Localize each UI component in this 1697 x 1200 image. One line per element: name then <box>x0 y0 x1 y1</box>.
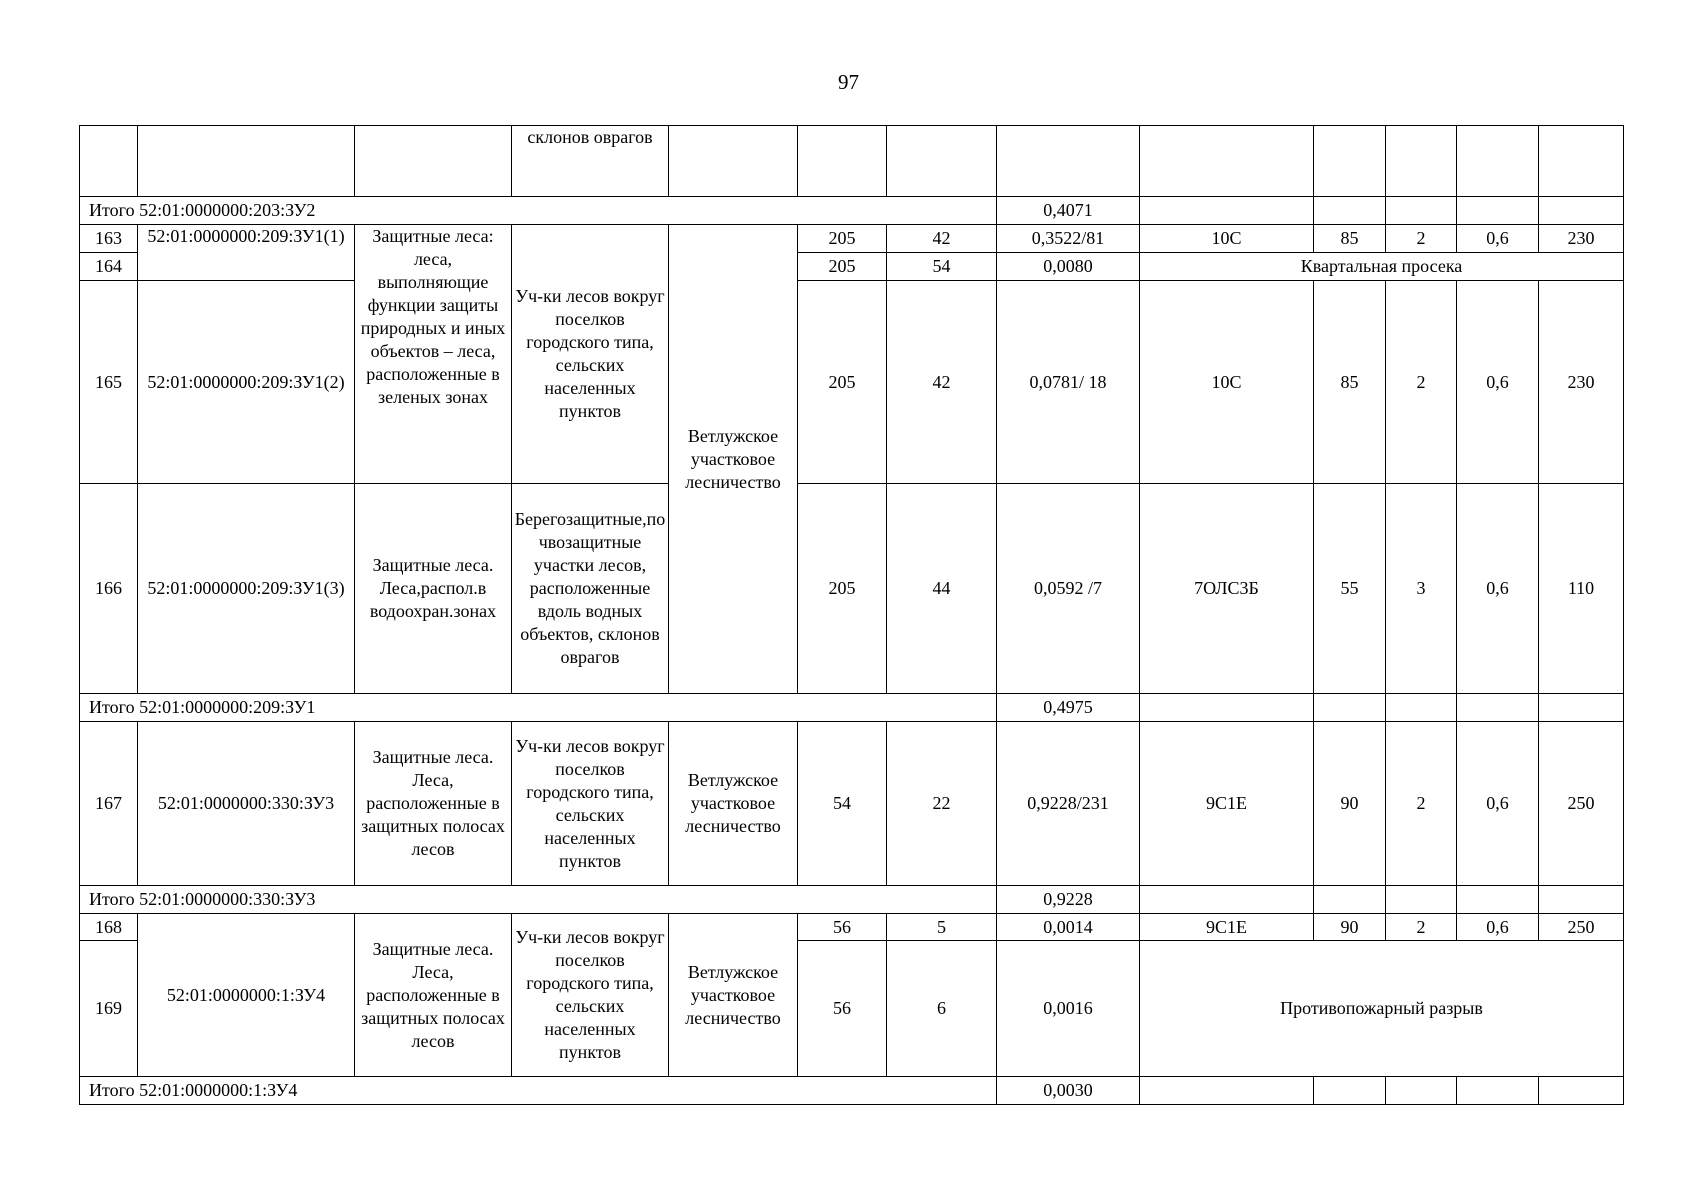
bonitet: 2 <box>1386 225 1457 253</box>
category-cell: Защитные леса. Леса, расположенные в защитных полосах лесов <box>355 914 512 1077</box>
stock: 110 <box>1539 484 1624 694</box>
quarter: 205 <box>798 253 887 281</box>
table-row <box>80 722 1624 886</box>
total-row <box>80 1077 1624 1105</box>
cadastral-number: 52:01:0000000:209:ЗУ1(3) <box>138 484 355 694</box>
age: 85 <box>1314 225 1386 253</box>
subcategory-cell: Берегозащитные,почвозащитные участки лесов, расположенные вдоль водных объектов, склонов оврагов <box>512 484 669 694</box>
subcategory-cell: склонов оврагов <box>512 126 669 197</box>
area: 0,0592 /7 <box>997 484 1140 694</box>
density: 0,6 <box>1457 484 1539 694</box>
forestry-cell: Ветлужское участковое лесничество <box>669 722 798 886</box>
table-row <box>80 914 1624 941</box>
composition: 9С1Е <box>1140 914 1314 941</box>
stock: 250 <box>1539 722 1624 886</box>
note-cell: Противопожарный разрыв <box>1140 941 1624 1077</box>
row-number: 166 <box>80 484 138 694</box>
total-label: Итого 52:01:0000000:203:ЗУ2 <box>80 197 997 225</box>
composition: 9С1Е <box>1140 722 1314 886</box>
density: 0,6 <box>1457 281 1539 484</box>
row-number: 169 <box>80 941 138 1077</box>
total-area: 0,0030 <box>997 1077 1140 1105</box>
total-row <box>80 197 1624 225</box>
plot: 6 <box>887 941 997 1077</box>
row-number: 167 <box>80 722 138 886</box>
quarter: 56 <box>798 914 887 941</box>
stock: 230 <box>1539 281 1624 484</box>
density: 0,6 <box>1457 914 1539 941</box>
quarter: 205 <box>798 225 887 253</box>
stock: 250 <box>1539 914 1624 941</box>
total-area: 0,4975 <box>997 694 1140 722</box>
subcategory-cell: Уч-ки лесов вокруг поселков городского типа, сельских населенных пунктов <box>512 225 669 484</box>
area: 0,0781/ 18 <box>997 281 1140 484</box>
plot: 54 <box>887 253 997 281</box>
category-cell: Защитные леса. Леса, расположенные в защитных полосах лесов <box>355 722 512 886</box>
page-number: 97 <box>838 70 859 94</box>
density: 0,6 <box>1457 225 1539 253</box>
age: 55 <box>1314 484 1386 694</box>
age: 90 <box>1314 914 1386 941</box>
row-number: 165 <box>80 281 138 484</box>
area: 0,0080 <box>997 253 1140 281</box>
plot: 5 <box>887 914 997 941</box>
age: 90 <box>1314 722 1386 886</box>
cadastral-number: 52:01:0000000:330:ЗУ3 <box>138 722 355 886</box>
forest-plots-table <box>79 125 1624 1105</box>
total-area: 0,9228 <box>997 886 1140 914</box>
table-row <box>80 126 1624 197</box>
total-area: 0,4071 <box>997 197 1140 225</box>
plot: 44 <box>887 484 997 694</box>
area: 0,0014 <box>997 914 1140 941</box>
density: 0,6 <box>1457 722 1539 886</box>
bonitet: 2 <box>1386 281 1457 484</box>
stock: 230 <box>1539 225 1624 253</box>
cadastral-number: 52:01:0000000:1:ЗУ4 <box>138 914 355 1077</box>
category-cell: Защитные леса. Леса,распол.в водоохран.зонах <box>355 484 512 694</box>
composition: 7ОЛС3Б <box>1140 484 1314 694</box>
quarter: 56 <box>798 941 887 1077</box>
area: 0,0016 <box>997 941 1140 1077</box>
table-row <box>80 225 1624 253</box>
forestry-cell: Ветлужское участковое лесничество <box>669 914 798 1077</box>
quarter: 205 <box>798 281 887 484</box>
bonitet: 2 <box>1386 722 1457 886</box>
total-row <box>80 694 1624 722</box>
composition: 10С <box>1140 225 1314 253</box>
total-row <box>80 886 1624 914</box>
quarter: 54 <box>798 722 887 886</box>
plot: 42 <box>887 281 997 484</box>
row-number: 163 <box>80 225 138 253</box>
note-cell: Квартальная просека <box>1140 253 1624 281</box>
row-number: 168 <box>80 914 138 941</box>
subcategory-cell: Уч-ки лесов вокруг поселков городского типа, сельских населенных пунктов <box>512 914 669 1077</box>
composition: 10С <box>1140 281 1314 484</box>
table-row <box>80 484 1624 694</box>
age: 85 <box>1314 281 1386 484</box>
area: 0,3522/81 <box>997 225 1140 253</box>
plot: 42 <box>887 225 997 253</box>
area: 0,9228/231 <box>997 722 1140 886</box>
quarter: 205 <box>798 484 887 694</box>
total-label: Итого 52:01:0000000:1:ЗУ4 <box>80 1077 997 1105</box>
category-cell: Защитные леса: леса, выполняющие функции защиты природных и иных объектов – леса, расположенные в зеленых зонах <box>355 225 512 484</box>
forestry-cell: Ветлужское участковое лесничество <box>669 225 798 694</box>
plot: 22 <box>887 722 997 886</box>
cadastral-number: 52:01:0000000:209:ЗУ1(1) <box>138 225 355 281</box>
cadastral-number: 52:01:0000000:209:ЗУ1(2) <box>138 281 355 484</box>
total-label: Итого 52:01:0000000:209:ЗУ1 <box>80 694 997 722</box>
table-row <box>80 281 1624 484</box>
bonitet: 3 <box>1386 484 1457 694</box>
subcategory-cell: Уч-ки лесов вокруг поселков городского типа, сельских населенных пунктов <box>512 722 669 886</box>
total-label: Итого 52:01:0000000:330:ЗУ3 <box>80 886 997 914</box>
row-number: 164 <box>80 253 138 281</box>
bonitet: 2 <box>1386 914 1457 941</box>
